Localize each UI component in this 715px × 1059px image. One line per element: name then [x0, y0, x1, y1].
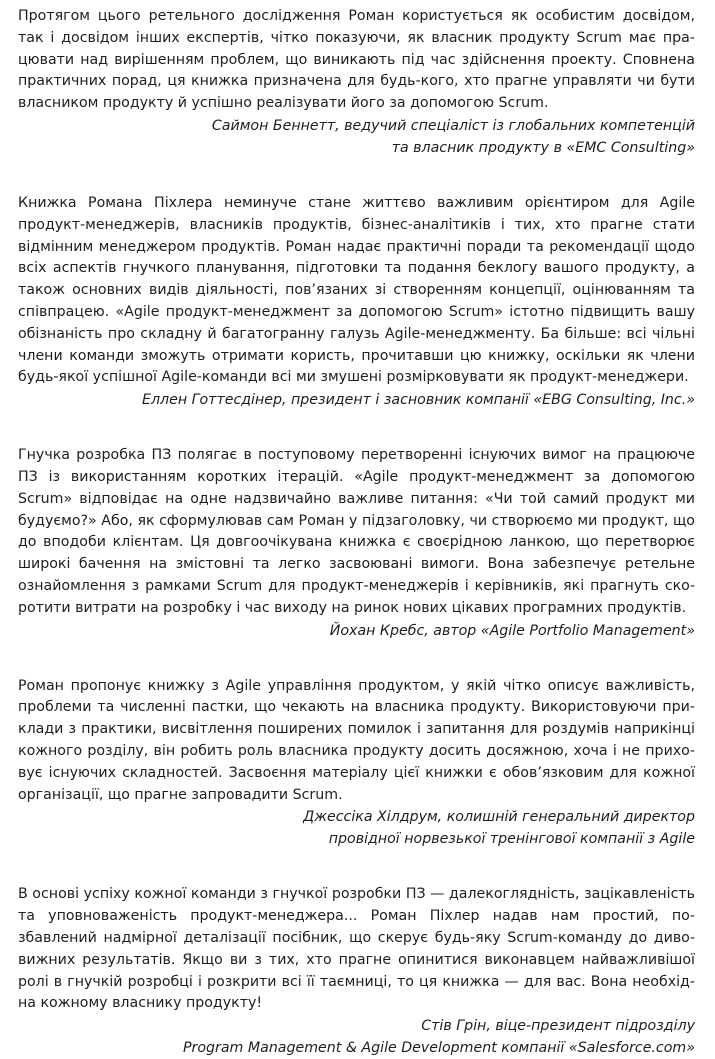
endorsement-attribution — [18, 620, 695, 642]
attribution-line: Еллен Готтесдінер, президент і засновник компанії «EBG Consulting, Inc.» — [141, 392, 695, 409]
endorsement-attribution — [18, 806, 695, 850]
attribution-line: Program Management & Agile Development компанії «Salesforce.com» — [182, 1040, 695, 1057]
endorsement-text: В основі успіху кожної команди з гнучкої розробки ПЗ — далекоглядність, зацікавленість та уповноваженість продукт-менеджера... Роман Піхлер надав нам простий, позбавлений надмірної деталізації посібник, що скерує будь-яку Scrum-команду до дивовижних результатів. Якщо ви з тих, хто прагне опинитися виконавцем найважливішої ролі в гнучкій розробці і розкрити всі її таємниці, то ця книжка — для вас. Вона необхідна кожному власнику продукту! — [18, 886, 695, 1012]
endorsement-attribution — [18, 389, 695, 411]
attribution-line: Йохан Кребс, автор «Agile Portfolio Management» — [329, 622, 695, 639]
endorsement-text: Протягом цього ретельного дослідження Роман користується як особистим досвідом, так і досвідом інших експертів, чітко показуючи, як власник продукту Scrum має працювати над вирішенням проблем, що виникають під час здійснення проекту. Сповнена практичних порад, ця книжка призначена для будь-кого, хто прагне управляти чи бути власником продукту й успішно реалізувати його за допомогою Scrum. — [18, 8, 695, 112]
endorsements-page — [18, 6, 695, 1059]
attribution-line: та власник продукту в «EMC Consulting» — [391, 139, 695, 156]
attribution-line: провідної норвезької тренінгової компанії з Agile — [328, 831, 695, 848]
endorsement-4 — [18, 676, 695, 851]
endorsement-text: Роман пропонує книжку з Agile управління продуктом, у якій чітко описує важливість, проблеми та численні пастки, що чекають на власника продукту. Використовуючи приклади з практики, висвітлення поширених помилок і запитання для роздумів наприкінці кожного розділу, він робить роль власника продукту досить досяжною, хоча і не прихо вує існуючих складностей. Засвоєння матеріалу цієї книжки є обов’язковим для кожної організації, що прагне запровадити Scrum. — [18, 677, 695, 803]
endorsement-1 — [18, 6, 695, 159]
endorsement-text: Книжка Романа Піхлера неминуче стане життєво важливим орієнтиром для Agile продукт-менеджерів, власників продуктів, бізнес-аналітиків і тих, хто прагне стати відмінним менеджером продуктів. Роман надає практичні поради та рекомендації щодо всіх аспектів гнучкого планування, підготовки та подання беклогу вашого продукту, а також основних видів діяльності, пов’язаних зі створенням концепції, оцінюванням та співпрацею. «Agile продукт-менеджмент за допомогою Scrum» істотно підвищить вашу обізнаність про складну й багатогранну галузь Agile-менеджменту. Ба більше: всі чільні члени команди зможуть отримати користь, прочитавши цю книжку, оскільки як члени будь-якої успішної Agile-команди всі ми змушені розмірковувати як продукт-менеджери. — [18, 194, 695, 386]
endorsement-text: Гнучка розробка ПЗ полягає в поступовому перетворенні існуючих вимог на працююче ПЗ із використанням коротких ітерацій. «Agile продукт-менеджмент за допомогою Scrum» відповідає на одне надзвичайно важливе питання: «Чи той самий продукт ми будуємо?» Або, як сформулював сам Роман у підзаголовку, чи створюємо ми продукт, що до вподоби клієнтам. Ця довгоочікувана книжка є своєрідною ланкою, що перетворює широкі бачення на змістовні та легко засвоювані вимоги. Вона забезпечує ретельне ознайомлення з рамками Scrum для продукт-менеджерів і керівників, які прагнуть скоротити витрати на розробку і час виходу на ринок нових цікавих програмних продуктів. — [18, 447, 695, 616]
attribution-line: Стів Грін, віце-президент підрозділу — [421, 1018, 695, 1035]
attribution-line: Джессіка Хілдрум, колишній генеральний директор — [303, 809, 695, 826]
endorsement-2 — [18, 193, 695, 411]
endorsement-5 — [18, 884, 695, 1059]
endorsement-attribution — [18, 115, 695, 159]
endorsement-attribution — [18, 1015, 695, 1059]
endorsement-3 — [18, 445, 695, 641]
attribution-line: Саймон Беннетт, ведучий спеціаліст із глобальних компетенцій — [211, 117, 695, 134]
